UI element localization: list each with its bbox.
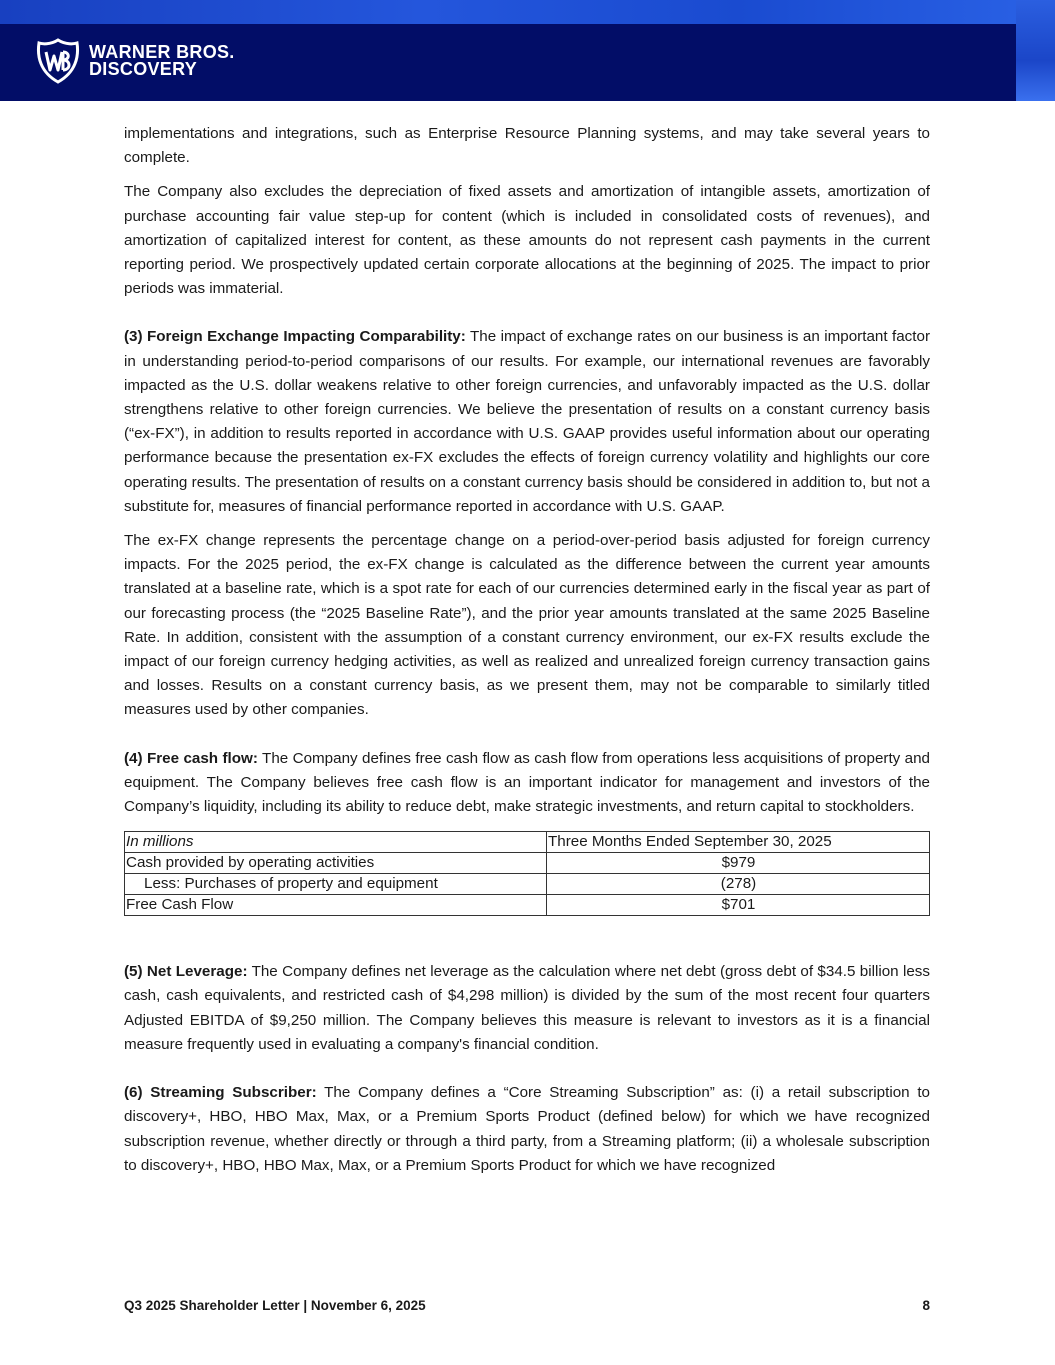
logo-line-2: DISCOVERY (89, 59, 198, 79)
page-header (0, 0, 1055, 101)
table-row-label: Less: Purchases of property and equipment (125, 874, 547, 895)
section-title-streaming-subscriber: (6) Streaming Subscriber: (124, 1084, 317, 1102)
table-header-row (125, 832, 930, 853)
table-header-units: In millions (125, 832, 547, 853)
table-row-value: $979 (547, 853, 930, 874)
logo-line-1: WARNER BROS. (89, 42, 235, 62)
section-title-foreign-exchange: (3) Foreign Exchange Impacting Comparability: (124, 328, 466, 346)
section-body-streaming-subscriber: The Company defines a “Core Streaming Subscription” as: (i) a retail subscription to discovery+, HBO, HBO Max, Max, or a Premium Sports Product (defined below) for which we have recognized subscription revenue, whether directly or through a third party, from a Streaming platform; (ii) a wholesale subscription to discovery+, HBO, HBO Max, Max, or a Premium Sports Product for which we have recognized (124, 1084, 930, 1174)
section-body-free-cash-flow: The Company defines free cash flow as cash flow from operations less acquisitions of property and equipment. The Company believes free cash flow is an important indicator for management and investors of the Company’s liquidity, including its ability to reduce debt, make strategic investments, and return capital to stockholders. (124, 749, 931, 816)
paragraph-erp-continued: implementations and integrations, such as Enterprise Resource Planning systems, and may take several years to complete. (124, 125, 930, 167)
section-title-free-cash-flow: (4) Free cash flow: (124, 749, 258, 767)
logo-wordmark (89, 44, 235, 78)
header-right-edge (1016, 0, 1055, 101)
header-top-strip (0, 0, 1055, 24)
section-free-cash-flow (124, 747, 930, 820)
free-cash-flow-table (124, 831, 930, 916)
page-number: 8 (922, 1298, 930, 1313)
table-header-period: Three Months Ended September 30, 2025 (547, 832, 930, 853)
section-body-foreign-exchange: The impact of exchange rates on our business is an important factor in understanding period-to-period comparisons of our results. For example, our international revenues are favorably impacted as the U.S. dollar weakens relative to other foreign currencies, and unfavorably impacted as the U.S. dollar strengthens relative to other foreign currencies. We believe the presentation of results on a constant currency basis (“ex-FX”), in addition to results reported in accordance with U.S. GAAP provides useful information about our operating performance because the presentation ex-FX excludes the effects of foreign currency volatility and highlights our core operating results. The presentation of results on a constant currency basis should be considered in addition to, but not a substitute for, measures of financial performance reported in accordance with U.S. GAAP. (124, 328, 930, 515)
wb-shield-icon (36, 38, 80, 84)
section-net-leverage (124, 960, 930, 1057)
section-body-net-leverage: The Company defines net leverage as the calculation where net debt (gross debt of $34.5 billion less cash, cash equivalents, and restricted cash of $4,298 million) is divided by the sum of the most recent four quarters Adjusted EBITDA of $9,250 million. The Company believes this measure is relevant to investors as it is a financial measure frequently used in evaluating a company's financial condition. (124, 963, 930, 1053)
company-logo (36, 38, 235, 84)
table-row-label: Free Cash Flow (125, 895, 547, 916)
table-row (125, 895, 930, 916)
page-body (124, 122, 930, 1188)
table-row-value: $701 (547, 895, 930, 916)
table-row-value: (278) (547, 874, 930, 895)
section-foreign-exchange (124, 325, 930, 519)
table-row (125, 853, 930, 874)
table-row-label: Cash provided by operating activities (125, 853, 547, 874)
paragraph-ex-fx-change: The ex-FX change represents the percentage change on a period-over-period basis adjusted for foreign currency impacts. For the 2025 period, the ex-FX change is calculated as the difference between the current year amounts translated at a baseline rate, which is a spot rate for each of our currencies determined early in the fiscal year as part of our forecasting process (the “2025 Baseline Rate”), and the prior year amounts translated at the same 2025 Baseline Rate. In addition, consistent with the assumption of a constant currency environment, our ex-FX results exclude the impact of our foreign currency hedging activities, as well as realized and unrealized foreign currency transaction gains and losses. Results on a constant currency basis, as we present them, may not be comparable to similarly titled measures used by other companies. (124, 532, 930, 719)
footer-document-title: Q3 2025 Shareholder Letter | November 6, 2025 (124, 1298, 426, 1313)
page-footer (124, 1298, 930, 1313)
table-row (125, 874, 930, 895)
paragraph-depreciation-exclusion: The Company also excludes the depreciation of fixed assets and amortization of intangible assets, amortization of purchase accounting fair value step-up for content (which is included in consolidated costs of revenues), and amortization of capitalized interest for content, as these amounts do not represent cash payments in the current reporting period. We prospectively updated certain corporate allocations at the beginning of 2025. The impact to prior periods was immaterial. (124, 183, 930, 298)
section-title-net-leverage: (5) Net Leverage: (124, 963, 248, 981)
section-streaming-subscriber (124, 1081, 930, 1178)
